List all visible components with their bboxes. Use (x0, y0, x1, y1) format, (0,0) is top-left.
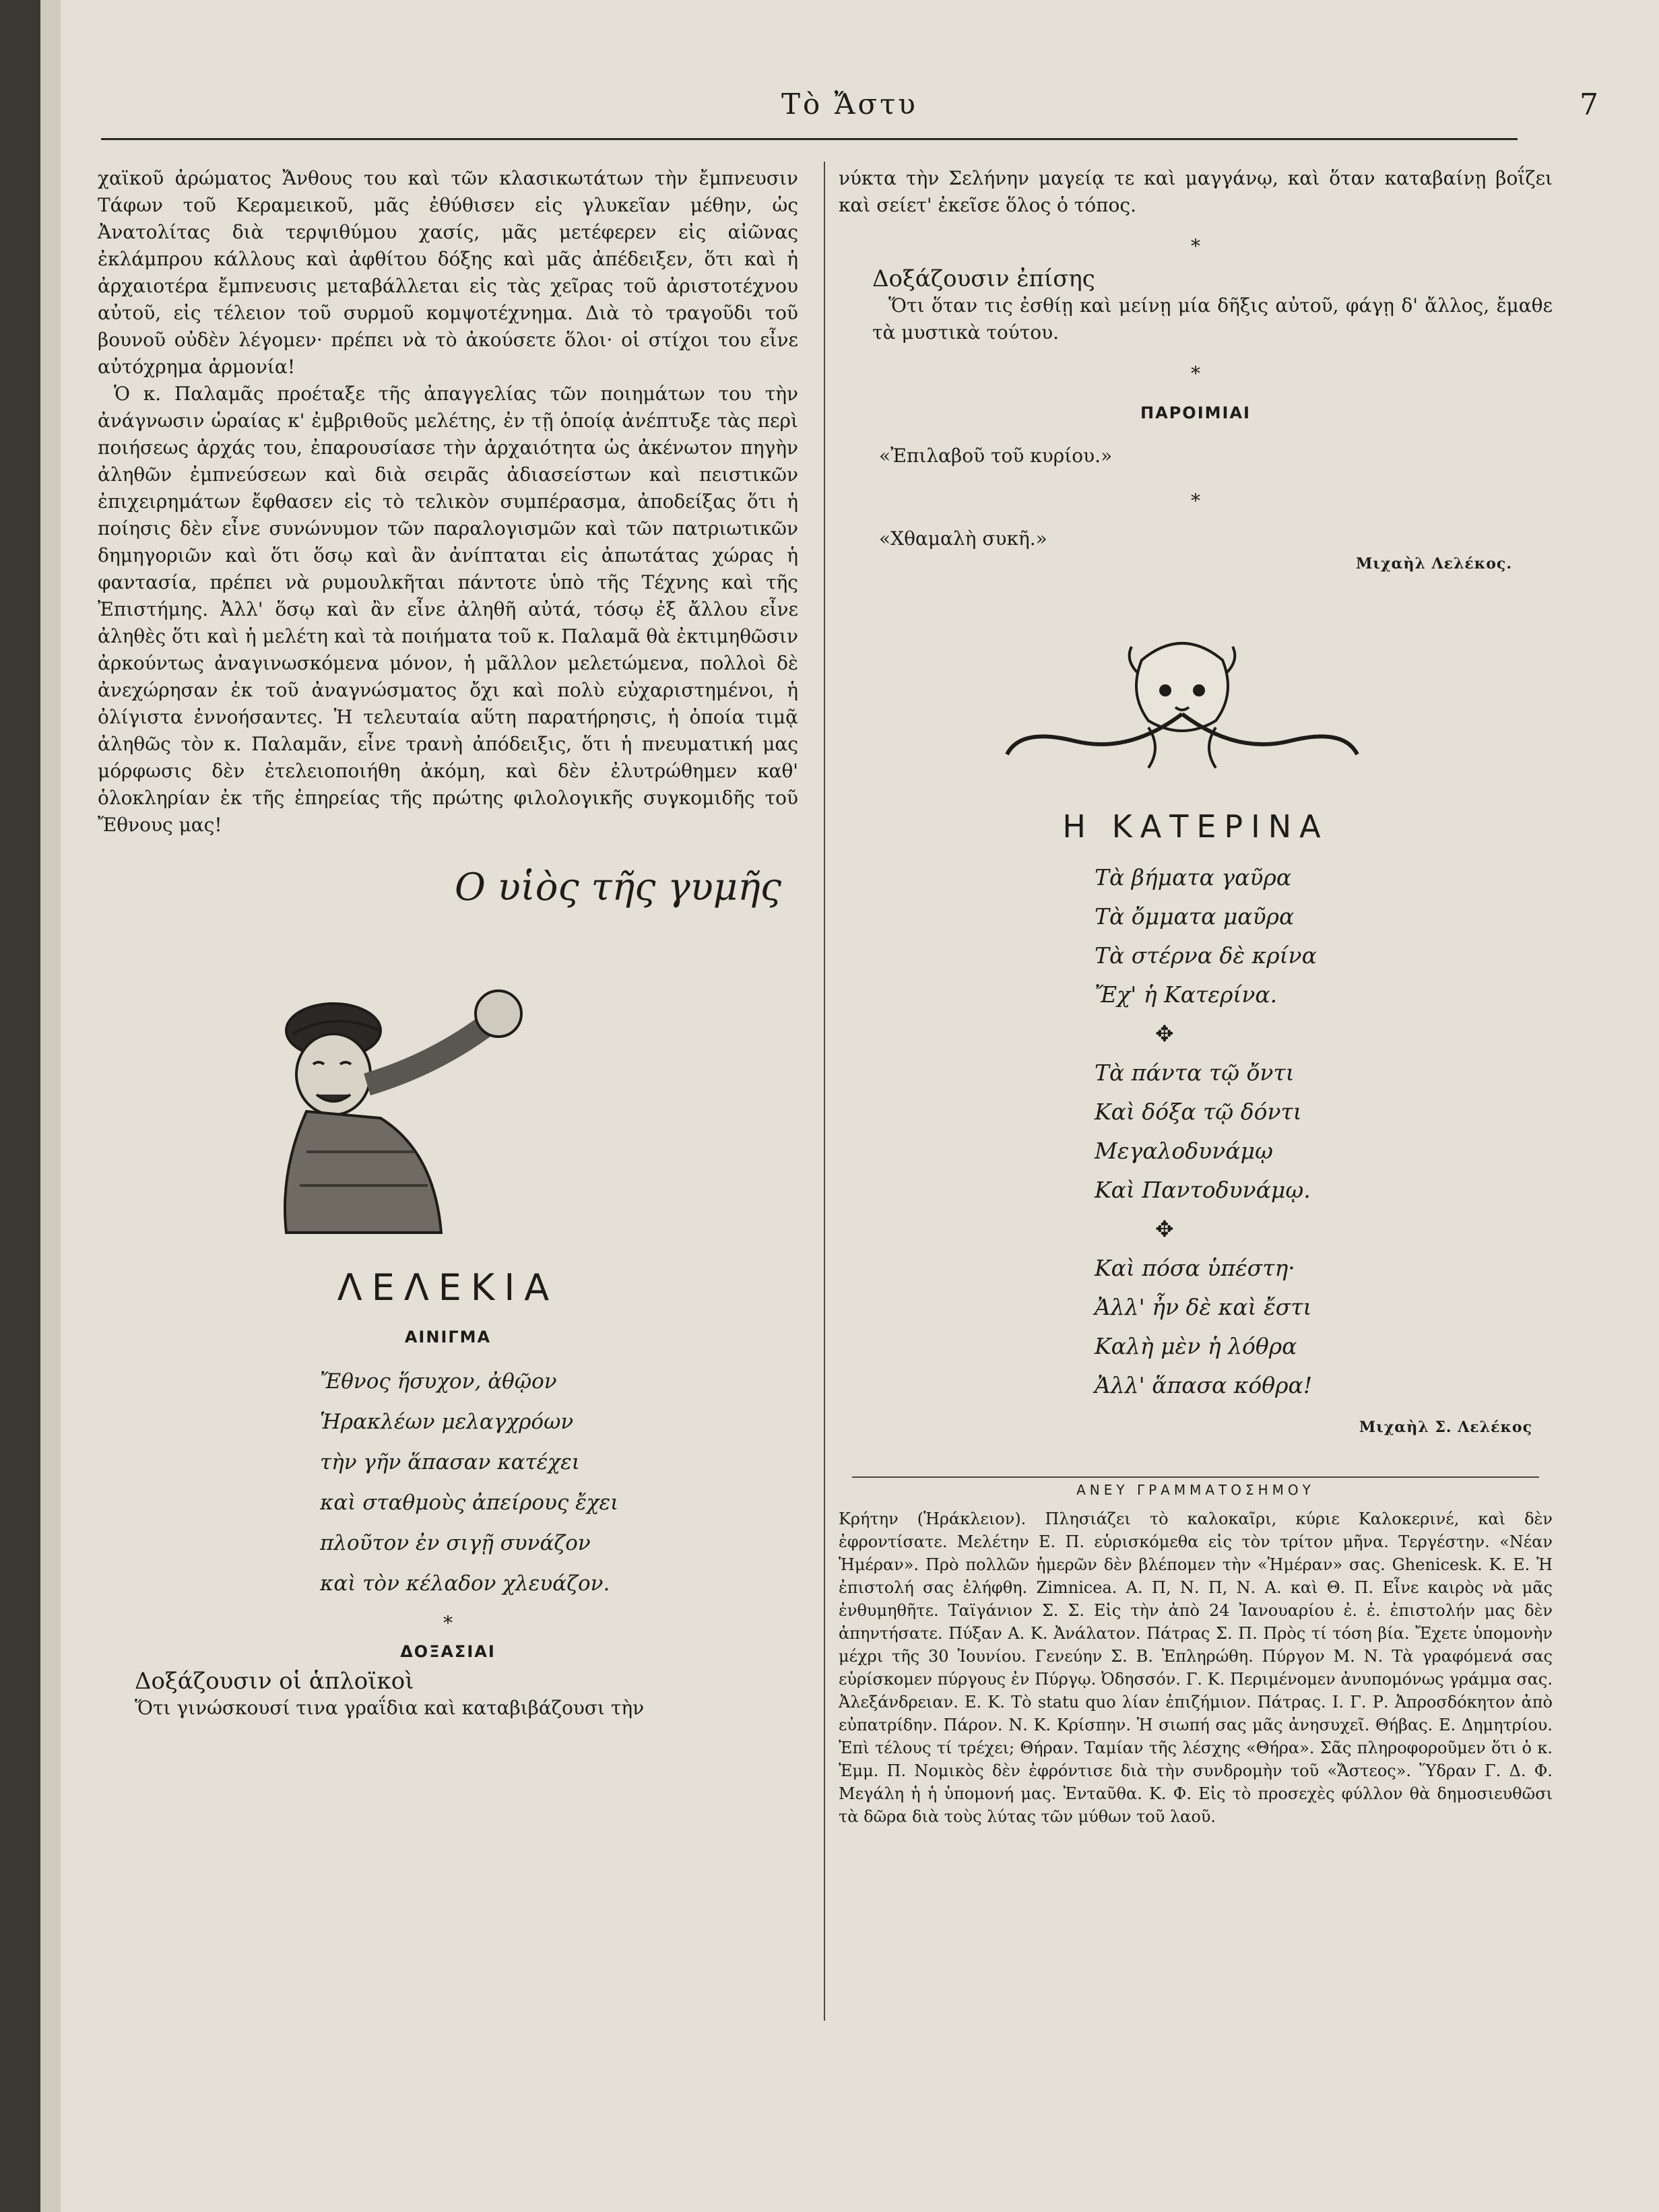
article-body (98, 165, 798, 839)
header-rule (101, 138, 1518, 140)
proverb-2: «Χθαμαλὴ συκῆ.» (879, 527, 1047, 550)
riddle-verse (98, 1361, 798, 1604)
paragraph-1: χαϊκοῦ ἀρώματος Ἄνθους του καὶ τῶν κλασικωτάτων τὴν ἔμπνευσιν Τάφων τοῦ Κεραμεικοῦ, μᾶς ἐθύθισεν εἰς γλυκεῖαν μέθην, ὡς Ἀνατολίτας διὰ τερψιθύμου χασίς, μᾶς μετέφερεν εἰς αἰῶνας ἐκλάμπρου κάλλους καὶ ἀφθίτου δόξης καὶ μᾶς ἀπέδειξεν, ὅτι καὶ ἡ ἀρχαιοτέρα ἔμπνευσις μεταβάλλεται εἰς τὰς χεῖρας τοῦ ἀριστοτέχνου αὐτοῦ, εἰς τέλειον τοῦ συρμοῦ κομψοτέχνημα. Διὰ τὸ τραγοῦδι τοῦ βουνοῦ οὐδὲν λέγομεν· πρέπει νὰ τὸ ἀκούσετε ὅλοι· οἱ στίχοι του εἶνε αὐτόχρημα ἁρμονία! (98, 167, 798, 378)
riddle-line: Ἡρακλέων μελαγχρόων (320, 1410, 574, 1434)
section-asterisk: * (1191, 235, 1200, 257)
doxazousin-text: Ὅτι ὅταν τις ἐσθίῃ καὶ μείνῃ μία δῆξις αὐτοῦ, φάγῃ δ' ἄλλος, ἔμαθε τὰ μυστικὰ τούτου. (872, 294, 1553, 344)
correspondence-text: Κρήτην (Ἡράκλειον). Πλησιάζει τὸ καλοκαῖρι, κύριε Καλοκερινέ, καὶ δὲν ἐφροντίσατε. Μελέτην Ε. Π. εὑρισκόμεθα εἰς τὸν τρίτον μῆνα. Τεργέστην. «Νέαν Ἡμέραν». Πρὸ πολλῶν ἡμερῶν δὲν βλέπομεν τὴν «Ἡμέραν» σας. Ghenicesk. Κ. Ε. Ἡ ἐπιστολή σας ἐλήφθη. Zimnicea. Α. Π, Ν. Π, Ν. Α. καὶ Θ. Π. Εἶνε καιρὸς νὰ μᾶς ἐνθυμηθῆτε. Ταϊγάνιον Σ. Σ. Εἰς τὴν ἀπὸ 24 Ἰανουαρίου ἐ. ἐ. ἐπιστολήν μας δὲν ἀπηντήσατε. Πύξαν Α. Κ. Ἀνάλατον. Πάτρας Σ. Π. Πρὸς τί τόση βία. Ἔχετε ὑπομονὴν μέχρι τῆς 30 Ἰουνίου. Γενεύην Σ. Β. Ἐπληρώθη. Πύργον Μ. Ν. Τὰ γραφόμενά σας εὑρίσκομεν πύργους ἐν Πύργῳ. Ὀδησσόν. Γ. Κ. Περιμένομεν ἀνυπομόνως γράμμα σας. Ἀλεξάνδρειαν. Ε. Κ. Τὸ statu quo λίαν ἐπιζήμιον. Πάτρας. Ι. Γ. Ρ. Ἀπροσδόκητον ἀπὸ εὐπατρίδην. Πάρον. Ν. Κ. Κρίσπην. Ἡ σιωπή σας μᾶς ἀνησυχεῖ. Θήβας. Ε. Δημητρίου. Ἐπὶ τέλους τί τρέχει; Θήραν. Ταμίαν τῆς λέσχης «Θήρα». Σᾶς πληροφοροῦμεν ὅτι ὁ κ. Ἐμμ. Π. Νομικὸς δὲν ἐφρόντισε διὰ τὴν συνδρομὴν τοῦ «Ἄστεος». Ὕδραν Γ. Δ. Φ. Μεγάλη ἡ ἡ ὑπομονή μας. Ἐνταῦθα. Κ. Φ. Εἰς τὸ προσεχὲς φύλλον θὰ δημοσιευθῶσι τὰ δῶρα διὰ τοὺς λύτας τῶν μύθων τοῦ λαοῦ. (839, 1509, 1553, 1826)
doxasiai-heading: ΔΟΞΑΣΙΑΙ (400, 1642, 496, 1661)
poem-line: Τὰ στέρνα δὲ κρίνα (1095, 942, 1317, 969)
stanza-ornament: ✥ (1155, 1020, 1174, 1047)
riddle-line: καὶ τὸν κέλαδον χλευάζον. (320, 1571, 610, 1596)
riddle-heading: ΑΙΝΙΓΜΑ (404, 1328, 492, 1346)
poem-line: Καλὴ μὲν ἡ λόθρα (1095, 1333, 1297, 1359)
riddle-line: τὴν γῆν ἅπασαν κατέχει (320, 1450, 580, 1474)
poem-line: Τὰ βήματα γαῦρα (1095, 864, 1292, 890)
section-asterisk: * (1191, 490, 1200, 512)
page-binding-edge (0, 0, 40, 2212)
correspondence-title: ΑΝΕΥ ΓΡΑΜΜΑΤΟΣΗΜΟΥ (1076, 1482, 1315, 1498)
caricature-illustration (266, 950, 576, 1246)
poem-line: Τὰ πάντα τῷ ὄντι (1095, 1060, 1295, 1086)
doxasiai-subheading: Δοξάζουσιν οἱ ἁπλοϊκοὶ (135, 1668, 414, 1695)
riddle-line: πλοῦτον ἐν σιγῇ συνάζον (320, 1531, 591, 1555)
facing-page-stub (40, 0, 61, 2212)
poem-line: Ἀλλ' ἅπασα κόθρα! (1095, 1372, 1313, 1398)
poem-line: Μεγαλοδυνάμῳ (1095, 1138, 1273, 1164)
running-title: Τὸ Ἄστυ (781, 88, 918, 121)
riddle-line: Ἔθνος ἥσυχον, ἀθῷον (320, 1369, 557, 1394)
doxasiai-text: Ὅτι γινώσκουσί τινα γραΐδια καὶ καταβιβάζουσι τὴν (135, 1697, 645, 1719)
section-asterisk: * (443, 1612, 453, 1634)
right-column (839, 165, 1553, 1828)
katerina-poem (839, 858, 1553, 1405)
section-asterisk: * (1191, 362, 1200, 385)
doxazousin-subheading: Δοξάζουσιν ἐπίσης (872, 265, 1095, 292)
continued-text: νύκτα τὴν Σελήνην μαγείᾳ τε καὶ μαγγάνῳ, καὶ ὅταν καταβαίνῃ βοΐζει καὶ σείετ' ἐκεῖσε ὅλος ὁ τόπος. (839, 167, 1553, 216)
page-header (101, 88, 1598, 135)
correspondence-rule (852, 1476, 1539, 1478)
paroimiai-heading: ΠΑΡΟΙΜΙΑΙ (1140, 403, 1251, 422)
poem-line: Τὰ ὄμματα μαῦρα (1095, 903, 1295, 930)
paragraph-2: Ὁ κ. Παλαμᾶς προέταξε τῆς ἀπαγγελίας τῶν ποιημάτων του τὴν ἀνάγνωσιν ὡραίας κ' ἐμβριθοῦς μελέτης, ἐν τῇ ὁποίᾳ ἀνέπτυξε τὰς περὶ ποιήσεως ἀρχάς του, ἐπαρουσίασε τὴν ἀρχαιότητα ὡς ἀκένωτον πηγὴν ἀληθῶν ἐμπνεύσεων καὶ διὰ σειρᾶς ἀδιασείστων καὶ πειστικῶν ἐπιχειρημάτων ἔφθασεν εἰς τὸ τελικὸν συμπέρασμα, ἀποδείξας ὅτι ἡ ποίησις δὲν εἶνε συνώνυμον τῶν παραλογισμῶν καὶ τῶν πατριωτικῶν δημηγοριῶν καὶ ὅτι ὅσῳ καὶ ἂν ἀνίπταται εἰς ἀπωτάτας χώρας ἡ φαντασία, πρέπει νὰ ρυμουλκῆται πάντοτε ὑπὸ τῆς Τέχνης καὶ τῆς Ἐπιστήμης. Ἀλλ' ὅσῳ καὶ ἂν εἶνε ἀληθῆ αὐτά, τόσῳ ἐξ ἄλλου εἶνε ἀληθὲς ὅτι καὶ ἡ μελέτη καὶ τὰ ποιήματα τοῦ κ. Παλαμᾶ θὰ ἐκτιμηθῶσιν ἀρκούντως ἀναγινωσκόμενα μόνον, ἡ μᾶλλον μελετώμενα, πολλοὶ δὲ ἀνεχώρησαν ἐκ τοῦ ἀναγνώσματος ὄχι καὶ πολὺ εὐχαριστημένοι, ἡ ὀλίγιστα ἐννοήσαντες. Ἡ τελευταία αὕτη παρατήρησις, ἡ ὁποία τιμᾷ ἀληθῶς τὸν κ. Παλαμᾶν, εἶνε τρανὴ ἀπόδειξις, ὅτι ἡ πνευματική μας μόρφωσις δὲν ἐτελειοποιήθη ἀκόμη, καὶ δὲν ἐλυτρώθημεν καθ' ὁλοκληρίαν ἐκ τῆς ἐπηρείας τῆς πρώτης φιλολογικῆς συγκομιδῆς τοῦ Ἔθνους μας! (98, 383, 798, 836)
proverb-1: «Ἐπιλαβοῦ τοῦ κυρίου.» (879, 445, 1113, 467)
stanza-ornament: ✥ (1155, 1216, 1174, 1242)
mustache-face-illustration (994, 633, 1371, 781)
poem-line: Ἔχ' ἡ Κατερίνα. (1095, 981, 1278, 1008)
handwritten-signature: Ο υἱὸς τῆς γυμῆς (455, 866, 782, 909)
page-number: 7 (1580, 88, 1598, 122)
katerina-title: Η ΚΑΤΕΡΙΝΑ (1062, 808, 1329, 845)
poem-line: Ἀλλ' ἦν δὲ καὶ ἔστι (1095, 1294, 1312, 1320)
poem-line: Καὶ δόξα τῷ δόντι (1095, 1099, 1302, 1125)
author-signature: Μιχαὴλ Λελέκος. (1356, 555, 1512, 573)
leleika-title: ΛΕΛΕΚΙΑ (337, 1266, 559, 1309)
poem-line: Καὶ πόσα ὑπέστη· (1095, 1255, 1295, 1281)
author-signature: Μιχαὴλ Σ. Λελέκος (1359, 1419, 1532, 1436)
poem-line: Καὶ Παντοδυνάμῳ. (1095, 1177, 1311, 1203)
left-column (98, 165, 798, 1722)
correspondence-section (839, 1476, 1553, 1828)
riddle-line: καὶ σταθμοὺς ἀπείρους ἔχει (320, 1491, 619, 1515)
column-divider (824, 162, 825, 2021)
